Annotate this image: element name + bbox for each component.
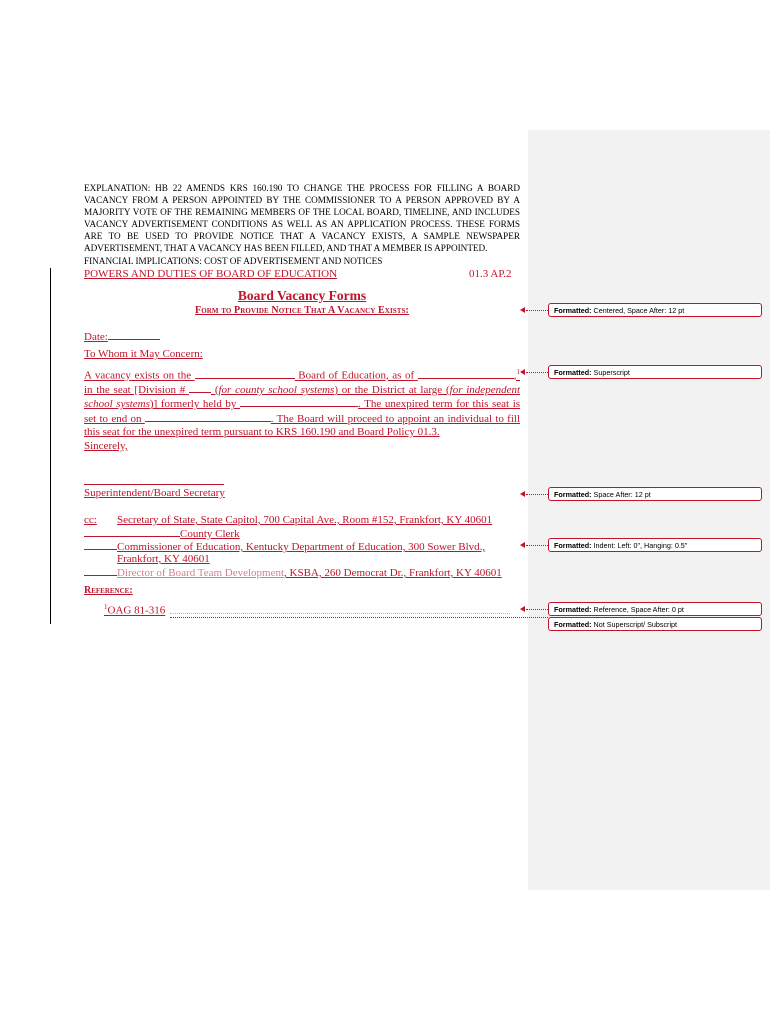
reference-heading: Reference: bbox=[84, 585, 133, 596]
body-text-7: for independent school systems bbox=[84, 383, 521, 411]
former-member-blank[interactable] bbox=[240, 397, 358, 407]
comment-text: Indent: Left: 0", Hanging: 0.5" bbox=[593, 541, 688, 550]
cc-county-clerk: County Clerk bbox=[180, 528, 240, 540]
comment-text: Space After: 12 pt bbox=[593, 490, 651, 499]
district-blank[interactable] bbox=[195, 369, 295, 379]
comment-balloon[interactable] bbox=[548, 365, 762, 379]
cc-ksba-address: , KSBA, 260 Democrat Dr., Frankfort, KY 40601 bbox=[284, 567, 502, 579]
comment-connector bbox=[526, 310, 548, 311]
body-text-1: A vacancy exists on the bbox=[84, 369, 192, 382]
cc-secretary-of-state: Secretary of State, State Capitol, 700 Capital Ave., Room #152, Frankfort, KY 40601 bbox=[117, 514, 493, 526]
reference-text: OAG 81-316 bbox=[107, 604, 166, 617]
cc-line-2 bbox=[84, 527, 240, 540]
comment-connector bbox=[526, 494, 548, 495]
comment-text: Not Superscript/ Subscript bbox=[593, 620, 678, 629]
comment-balloon[interactable] bbox=[548, 487, 762, 501]
explanation-text bbox=[84, 182, 520, 267]
cc-line-3 bbox=[84, 540, 485, 553]
body-text-2: Board of Education, as of bbox=[298, 369, 415, 382]
cc-line-1 bbox=[84, 514, 492, 526]
arrow-icon bbox=[520, 606, 525, 612]
comment-pane bbox=[528, 130, 770, 890]
comment-text: Reference, Space After: 0 pt bbox=[593, 605, 684, 614]
closing: Sincerely, bbox=[84, 440, 128, 452]
body-text-6: ) or the District at large ( bbox=[334, 383, 450, 396]
cc-line-5 bbox=[84, 566, 502, 579]
section-title: POWERS AND DUTIES OF BOARD OF EDUCATION bbox=[84, 268, 338, 280]
comment-connector bbox=[526, 372, 548, 373]
notice-paragraph: A vacancy exists on the Board of Education, as of ,$^1$ in the seat [Division # (for county school systems) or the District at large (for independent school systems)] formerly held by . The unexpired term for this seat is set to end on . The Board will proceed to appoint an individual to fill this seat for the unexpired term pursuant to KRS 160.190 and Board Policy 01.3. bbox=[84, 368, 521, 438]
arrow-icon bbox=[520, 369, 525, 375]
date-label: Date: bbox=[84, 331, 108, 343]
date-blank[interactable] bbox=[108, 330, 160, 340]
comment-label: Formatted: bbox=[554, 620, 592, 629]
comment-label: Formatted: bbox=[554, 306, 592, 315]
comment-label: Formatted: bbox=[554, 490, 592, 499]
body-text-4: in the seat [Division # bbox=[84, 383, 186, 396]
form-subtitle: Form to Provide Notice That A Vacancy Exists: bbox=[195, 305, 409, 316]
comment-balloon[interactable] bbox=[548, 538, 762, 552]
comment-balloon[interactable] bbox=[548, 303, 762, 317]
comment-balloon[interactable] bbox=[548, 602, 762, 616]
term-end-blank[interactable] bbox=[145, 412, 271, 422]
reference-marker: 1 bbox=[104, 603, 108, 611]
footnote-marker: 1 bbox=[516, 368, 521, 376]
policy-header bbox=[84, 268, 520, 280]
arrow-icon bbox=[520, 491, 525, 497]
reference-item bbox=[104, 603, 165, 617]
comment-text: Centered, Space After: 12 pt bbox=[593, 306, 685, 315]
division-blank[interactable] bbox=[189, 383, 211, 393]
signature-title: Superintendent/Board Secretary bbox=[84, 487, 225, 499]
body-text-3: , bbox=[513, 369, 517, 382]
comment-connector bbox=[170, 617, 548, 618]
form-title: Board Vacancy Forms bbox=[237, 288, 367, 303]
comment-connector bbox=[526, 609, 548, 610]
comment-label: Formatted: bbox=[554, 368, 592, 377]
as-of-date-blank[interactable] bbox=[418, 369, 514, 379]
comment-label: Formatted: bbox=[554, 541, 592, 550]
date-line[interactable] bbox=[84, 330, 160, 343]
body-text-5: for county school systems bbox=[218, 383, 335, 396]
policy-code: 01.3 AP.2 bbox=[469, 268, 512, 280]
salutation: To Whom it May Concern: bbox=[84, 348, 203, 360]
cc-indent-rule bbox=[84, 540, 117, 550]
cc-line-4 bbox=[117, 553, 210, 565]
county-blank[interactable] bbox=[84, 527, 180, 537]
cc-indent-rule-2 bbox=[84, 566, 117, 576]
cc-label: cc: bbox=[84, 514, 97, 526]
body-text-10: . The Board will proceed to appoint an individual to fill this seat for the unexpired term pursuant to KRS 160.190 and Board Policy 01.3. bbox=[84, 412, 520, 438]
body-text-9: . The unexpired term for this seat is set to end on bbox=[84, 398, 521, 425]
comment-text: Superscript bbox=[593, 368, 630, 377]
comment-connector bbox=[526, 545, 548, 546]
arrow-icon bbox=[520, 307, 525, 313]
cc-commissioner: Commissioner of Education, Kentucky Department of Education, 300 Sower Blvd., bbox=[117, 541, 486, 553]
cc-commissioner-address: Frankfort, KY 40601 bbox=[117, 553, 210, 565]
comment-balloon[interactable] bbox=[548, 617, 762, 631]
signature-line[interactable] bbox=[84, 484, 224, 485]
financial-implications: FINANCIAL IMPLICATIONS: COST OF ADVERTISEMENT AND NOTICES bbox=[84, 255, 383, 266]
body-text-8: )] formerly held by bbox=[149, 398, 237, 411]
cc-director: Director of Board Team Development bbox=[117, 567, 285, 579]
change-bar bbox=[50, 268, 51, 624]
arrow-icon bbox=[520, 542, 525, 548]
explanation-body: EXPLANATION: HB 22 AMENDS KRS 160.190 TO CHANGE THE PROCESS FOR FILLING A BOARD VACANCY FROM A PERSON APPOINTED BY THE COMMISSIONER TO A PERSON APPROVED BY A MAJORITY VOTE OF THE REMAINING MEMBERS OF THE LOCAL BOARD, TIMELINE, AND INCLUDES VACANCY ADVERTISEMENT CONDITIONS AS WELL AS AN APPLICATION PROCESS. THESE FORMS ARE TO BE USED TO PROVIDE NOTICE THAT A VACANCY EXISTS, A SAMPLE NEWSPAPER ADVERTISEMENT, THAT A VACANCY HAS BEEN FILLED, AND THAT A MEMBER IS APPOINTED. bbox=[84, 183, 520, 254]
comment-label: Formatted: bbox=[554, 605, 592, 614]
reference-dotted-rule bbox=[170, 613, 510, 614]
